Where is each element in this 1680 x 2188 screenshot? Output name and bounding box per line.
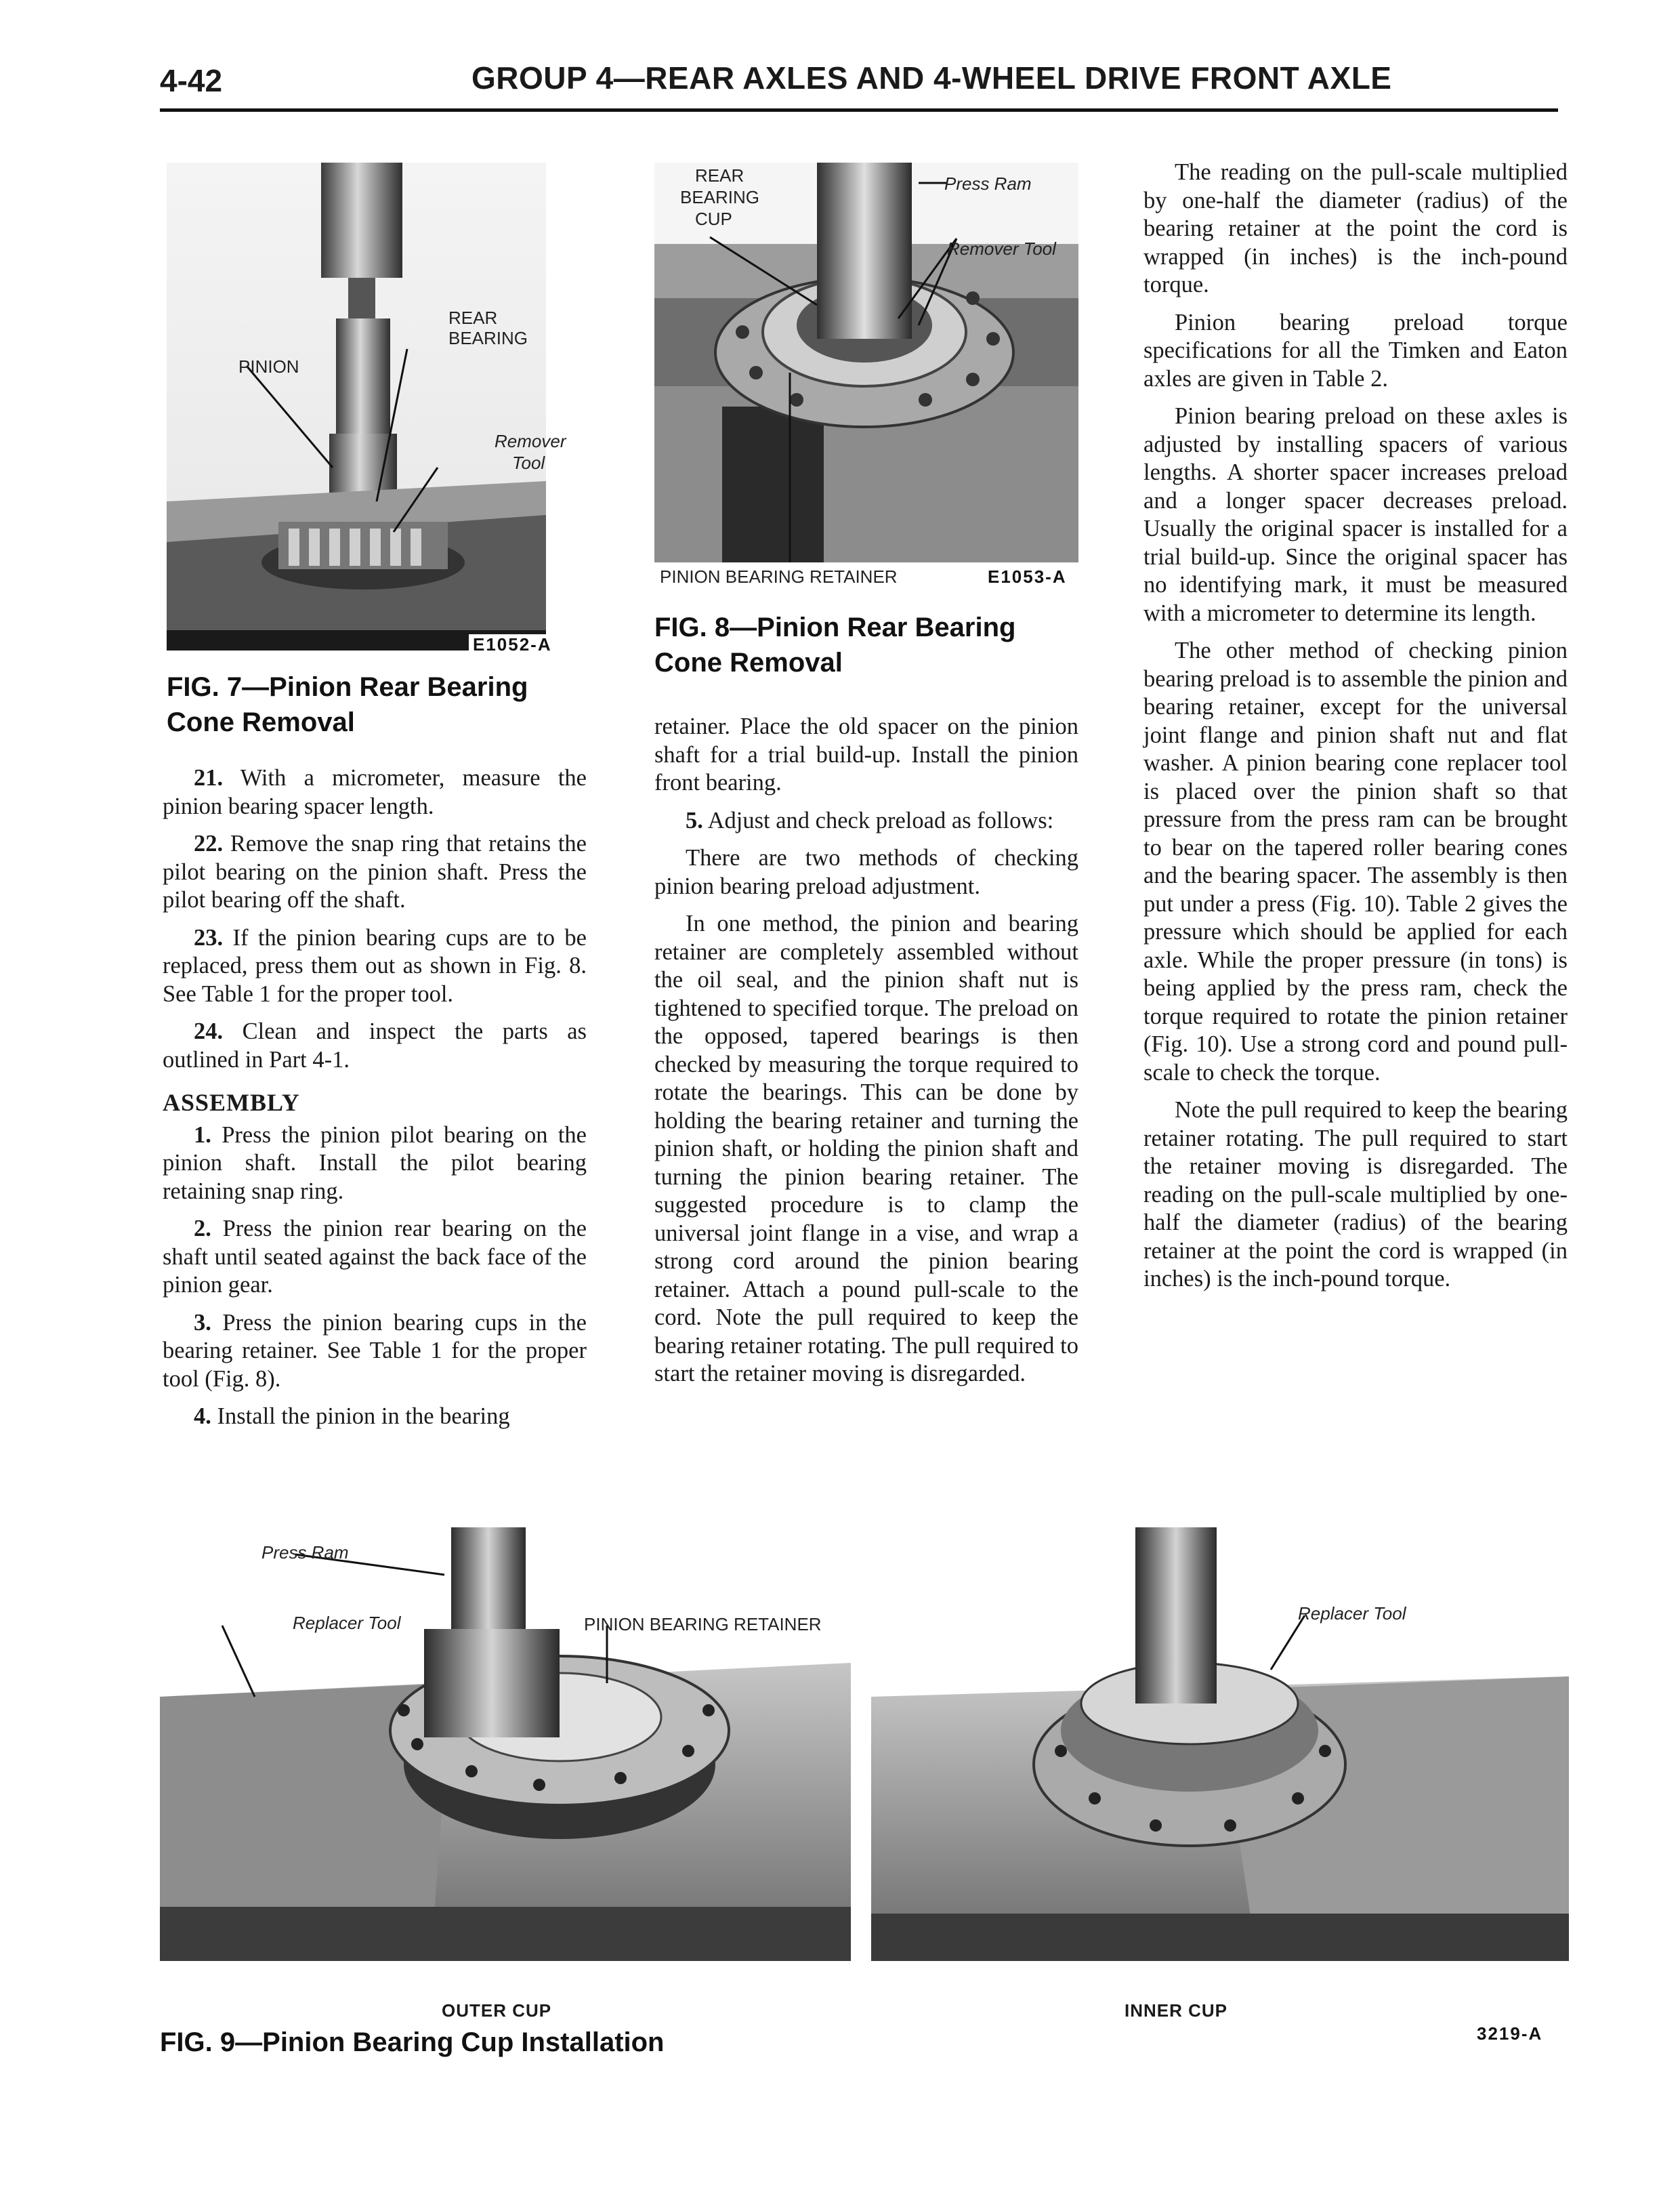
text-column-3 <box>1143 159 1568 1303</box>
fig9-caption: FIG. 9—Pinion Bearing Cup Installation <box>160 2027 665 2057</box>
fig7-label-pinion: PINION <box>238 356 299 377</box>
paragraph-spacers: Pinion bearing preload on these axles is adjusted by installing spacers of various lengths. A shorter spacer increases preload and a longer spacer decreases preload. Usually the original spacer is installed for a trial build-up. Since the original spacer has no identifying mark, it must be measured with a micrometer to determine its length. <box>1143 403 1568 626</box>
fig7-caption-line1: FIG. 7—Pinion Rear Bearing <box>167 672 528 702</box>
step-21: 21. With a micrometer, measure the pinion bearing spacer length. <box>163 765 587 819</box>
paragraph-two-methods: There are two methods of checking pinion bearing preload adjustment. <box>654 845 1078 899</box>
assembly-step-1: 1. Press the pinion pilot bearing on the pinion shaft. Install the pilot bearing retaining snap ring. <box>163 1121 587 1204</box>
fig8-label-cup: CUP <box>695 209 732 229</box>
section-heading-assembly: ASSEMBLY <box>163 1089 300 1116</box>
paragraph-specifications: Pinion bearing preload torque specifications for all the Timken and Eaton axles are given in Table 2. <box>1143 309 1568 392</box>
step-22: 22. Remove the snap ring that retains the pilot bearing on the pinion shaft. Press the pilot bearing off the shaft. <box>163 831 587 913</box>
text-column-1 <box>163 764 587 1441</box>
fig9-label-outer-cup: OUTER CUP <box>442 2000 552 2021</box>
fig9-code: 3219-A <box>1477 2023 1543 2044</box>
paragraph-method-one: In one method, the pinion and bearing retainer are completely assembled without the oil seal, and the pinion shaft nut is tightened to specified torque. The preload on the opposed, tapered bearings is then checked by measuring the torque required to rotate the bearings. This can be done by holding the bearing retainer and turning the pinion shaft, or holding the pinion shaft and turning the pinion bearing retainer. The suggested procedure is to clamp the universal joint flange in a vise, and wrap a strong cord around the pinion bearing retainer. Attach a pound pull-scale to the cord. Note the pull required to keep the bearing retainer rotating. The pull required to start the retainer moving is disregarded. <box>654 911 1078 1386</box>
step-23: 23. If the pinion bearing cups are to be replaced, press them out as shown in Fig. 8. See Table 1 for the proper tool. <box>163 924 587 1007</box>
fig9-label-replacer-right: Replacer Tool <box>1298 1603 1406 1624</box>
paragraph-note-pull: Note the pull required to keep the bearing retainer rotating. The pull required to start the retainer moving is disregarded. The reading on the pull-scale multiplied by one-half the diameter (radius) of the bearing retainer at the point the cord is wrapped (in inches) is the inch-pound torque. <box>1143 1097 1568 1292</box>
fig8-caption-line1: FIG. 8—Pinion Rear Bearing <box>654 613 1016 642</box>
assembly-step-3: 3. Press the pinion bearing cups in the bearing retainer. See Table 1 for the proper tool (Fig. 8). <box>163 1309 587 1392</box>
fig8-figure <box>654 163 1078 585</box>
assembly-step-2: 2. Press the pinion rear bearing on the shaft until seated against the back face of the pinion gear. <box>163 1216 587 1298</box>
step-24: 24. Clean and inspect the parts as outlined in Part 4-1. <box>163 1018 587 1073</box>
fig7-figure <box>167 163 566 655</box>
fig7-label-rear: REAR <box>448 308 498 328</box>
fig7-code: E1052-A <box>469 634 556 655</box>
fig9-label-press-ram: Press Ram <box>261 1542 349 1563</box>
fig8-label-bearing: BEARING <box>680 187 760 207</box>
fig9-label-replacer-left: Replacer Tool <box>293 1613 401 1633</box>
fig9-figure <box>160 1527 1569 1988</box>
fig7-label-tool: Tool <box>512 453 545 473</box>
fig8-caption <box>654 610 1088 680</box>
fig8-label-remover-tool: Remover Tool <box>947 239 1056 259</box>
fig8-caption-line2: Cone Removal <box>654 648 843 678</box>
header-rule <box>160 108 1558 112</box>
fig7-label-remover: Remover <box>495 431 566 451</box>
assembly-step-4: 4. Install the pinion in the bearing <box>194 1403 510 1429</box>
fig7-label-bearing: BEARING <box>448 328 528 348</box>
paragraph-retainer: retainer. Place the old spacer on the pinion shaft for a trial build-up. Install the pinion front bearing. <box>654 714 1078 796</box>
fig9-photo <box>160 1527 1569 1988</box>
fig8-code: E1053-A <box>988 566 1067 587</box>
page-title: GROUP 4—REAR AXLES AND 4-WHEEL DRIVE FRONT AXLE <box>471 60 1392 96</box>
text-column-2 <box>654 713 1078 1398</box>
fig8-label-press-ram: Press Ram <box>944 173 1032 194</box>
fig7-caption <box>167 669 573 740</box>
assembly-step-5: 5. Adjust and check preload as follows: <box>686 807 1054 833</box>
fig8-label-rear: REAR <box>695 165 744 186</box>
fig8-label-retainer: PINION BEARING RETAINER <box>660 566 898 587</box>
fig9-label-inner-cup: INNER CUP <box>1125 2000 1228 2021</box>
fig7-caption-line2: Cone Removal <box>167 707 355 737</box>
paragraph-reading: The reading on the pull-scale multiplied by one-half the diameter (radius) of the bearing retainer at the point the cord is wrapped (in inches) is the inch-pound torque. <box>1143 159 1568 297</box>
paragraph-other-method: The other method of checking pinion bearing preload is to assemble the pinion and bearing retainer, except for the universal joint flange and pinion shaft nut and flat washer. A pinion bearing cone replacer tool is placed over the pinion shaft so that pressure from the press ram can be brought to bear on the tapered roller bearing cones and the bearing spacer. The assembly is then put under a press (Fig. 10). Table 2 gives the pressure which should be applied for each axle. While the proper pressure (in tons) is being applied by the press ram, check the torque required to rotate the pinion retainer (Fig. 10). Use a strong cord and pound pull-scale to check the torque. <box>1143 638 1568 1086</box>
fig9-label-retainer: PINION BEARING RETAINER <box>584 1614 822 1634</box>
page-number: 4-42 <box>160 63 223 98</box>
fig7-photo <box>167 163 546 651</box>
